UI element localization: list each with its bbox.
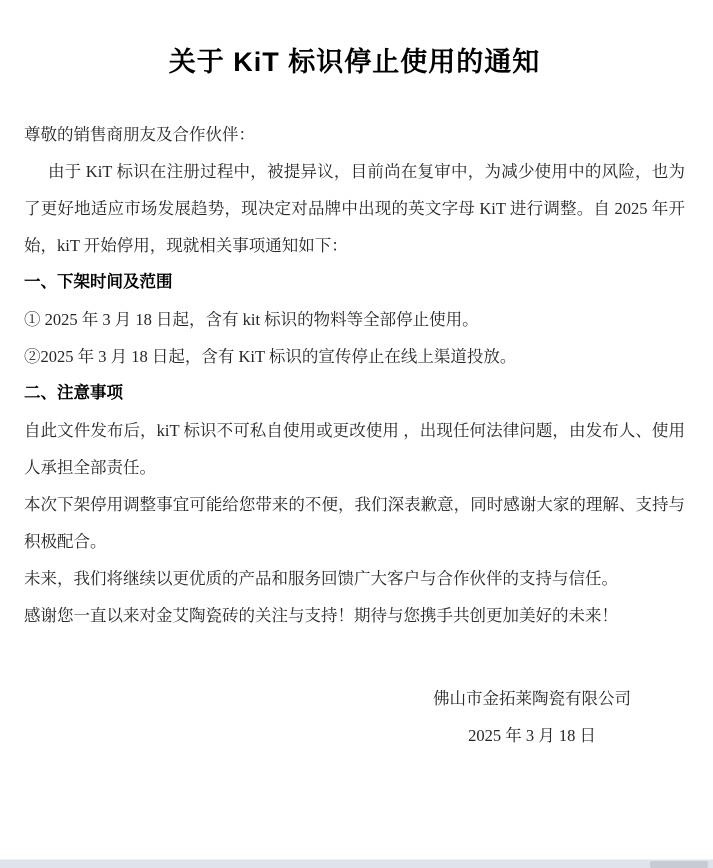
section2-paragraph-2: 本次下架停用调整事宜可能给您带来的不便，我们深表歉意，同时感谢大家的理解、支持与积极配合。 <box>24 495 685 551</box>
page-title: 关于 KiT 标识停止使用的通知 <box>168 47 541 77</box>
section1-item-2: ②2025 年 3 月 18 日起，含有 KiT 标识的宣传停止在线上渠道投放。 <box>24 347 517 366</box>
section2-paragraph-3: 未来，我们将继续以更优质的产品和服务回馈广大客户与合作伙伴的支持与信任。 <box>24 569 618 588</box>
section2-heading: 二、注意事项 <box>24 384 123 402</box>
section2-paragraph-4: 感谢您一直以来对金艾陶瓷砖的关注与支持！期待与您携手共创更加美好的未来！ <box>24 606 618 625</box>
signature-company: 佛山市金拓莱陶瓷有限公司 <box>433 689 631 708</box>
section1-item-1: ① 2025 年 3 月 18 日起，含有 kit 标识的物料等全部停止使用。 <box>24 310 479 329</box>
signature-block <box>24 680 685 754</box>
signature-date: 2025 年 3 月 18 日 <box>468 726 596 745</box>
section2-paragraph-1: 自此文件发布后，kiT 标识不可私自使用或更改使用 ，出现任何法律问题，由发布人、使用人承担全部责任。 <box>24 421 685 477</box>
section1-heading: 一、下架时间及范围 <box>24 273 173 291</box>
horizontal-scrollbar-thumb[interactable] <box>650 861 708 868</box>
horizontal-scrollbar[interactable] <box>0 859 713 868</box>
intro-paragraph: 由于 KiT 标识在注册过程中，被提异议，目前尚在复审中，为减少使用中的风险，也为了更好地适应市场发展趋势，现决定对品牌中出现的英文字母 KiT 进行调整。自 2025 年开始，kiT 开始停用，现就相关事项通知如下： <box>24 162 685 255</box>
greeting-line: 尊敬的销售商朋友及合作伙伴： <box>24 125 255 144</box>
